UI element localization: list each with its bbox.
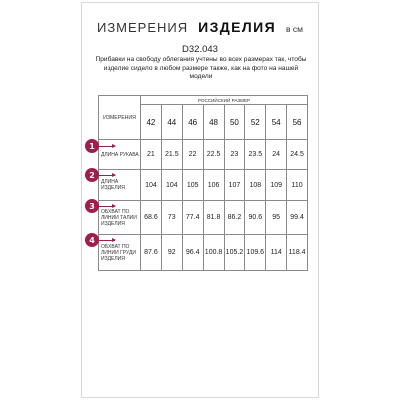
size-header: 56 <box>287 105 308 140</box>
arrow-connector <box>99 240 115 241</box>
size-header: 42 <box>141 105 162 140</box>
row-label: ДЛИНА РУКАВА <box>99 140 141 170</box>
measure-header: ИЗМЕРЕНИЯ <box>99 96 141 140</box>
size-header: 52 <box>245 105 266 140</box>
table-cell: 21.5 <box>161 140 182 170</box>
size-header: 48 <box>203 105 224 140</box>
table-row <box>99 140 308 170</box>
table-cell: 23.5 <box>245 140 266 170</box>
size-group-header: РОССИЙСКИЙ РАЗМЕР <box>141 96 308 105</box>
title-garment: ИЗДЕЛИЯ <box>198 19 277 35</box>
size-header: 54 <box>266 105 287 140</box>
arrow-connector <box>99 206 115 207</box>
row-number-badge: 3 <box>85 199 99 213</box>
table-cell: 118.4 <box>287 235 308 271</box>
table-cell: 24.5 <box>287 140 308 170</box>
table-cell: 22.5 <box>203 140 224 170</box>
table-cell: 81.8 <box>203 201 224 235</box>
size-chart-card <box>81 2 319 398</box>
table-cell: 104 <box>141 170 162 201</box>
table-cell: 105.2 <box>224 235 245 271</box>
table-cell: 106 <box>203 170 224 201</box>
table-cell: 109 <box>266 170 287 201</box>
table-cell: 23 <box>224 140 245 170</box>
table-cell: 104 <box>161 170 182 201</box>
title-unit: в см <box>286 24 304 34</box>
table-row <box>99 170 308 201</box>
table-cell: 107 <box>224 170 245 201</box>
table-cell: 68.6 <box>141 201 162 235</box>
table-cell: 92 <box>161 235 182 271</box>
row-number-badge: 2 <box>85 168 99 182</box>
table-row <box>99 201 308 235</box>
title-measurements: ИЗМЕРЕНИЯ <box>96 20 189 35</box>
arrow-connector <box>99 175 115 176</box>
table-row <box>99 235 308 271</box>
table-cell: 99.4 <box>287 201 308 235</box>
table-cell: 95 <box>266 201 287 235</box>
table-cell: 21 <box>141 140 162 170</box>
table-cell: 109.6 <box>245 235 266 271</box>
row-number-badge: 4 <box>85 233 99 247</box>
size-table <box>98 95 308 271</box>
table-cell: 105 <box>182 170 203 201</box>
table-cell: 87.6 <box>141 235 162 271</box>
arrow-connector <box>99 146 115 147</box>
table-cell: 96.4 <box>182 235 203 271</box>
table-cell: 77.4 <box>182 201 203 235</box>
size-header: 44 <box>161 105 182 140</box>
size-header: 50 <box>224 105 245 140</box>
table-cell: 110 <box>287 170 308 201</box>
fit-note: Прибавки на свободу облегания учтены во всех размерах так, чтобы изделие сидело в любом размере также, как на фото на нашей модели <box>95 56 307 81</box>
table-cell: 22 <box>182 140 203 170</box>
table-cell: 86.2 <box>224 201 245 235</box>
row-label: ДЛИНА ИЗДЕЛИЯ <box>99 170 141 201</box>
row-number-badge: 1 <box>85 139 99 153</box>
table-cell: 90.6 <box>245 201 266 235</box>
row-label: ОБХВАТ ПО ЛИНИИ ТАЛИИ ИЗДЕЛИЯ <box>99 201 141 235</box>
page-title <box>82 19 318 37</box>
row-label: ОБХВАТ ПО ЛИНИИ ГРУДИ ИЗДЕЛИЯ <box>99 235 141 271</box>
table-cell: 114 <box>266 235 287 271</box>
article-code: D32.043 <box>182 44 218 55</box>
table-cell: 108 <box>245 170 266 201</box>
size-header: 46 <box>182 105 203 140</box>
table-cell: 24 <box>266 140 287 170</box>
table-cell: 100.8 <box>203 235 224 271</box>
table-cell: 73 <box>161 201 182 235</box>
